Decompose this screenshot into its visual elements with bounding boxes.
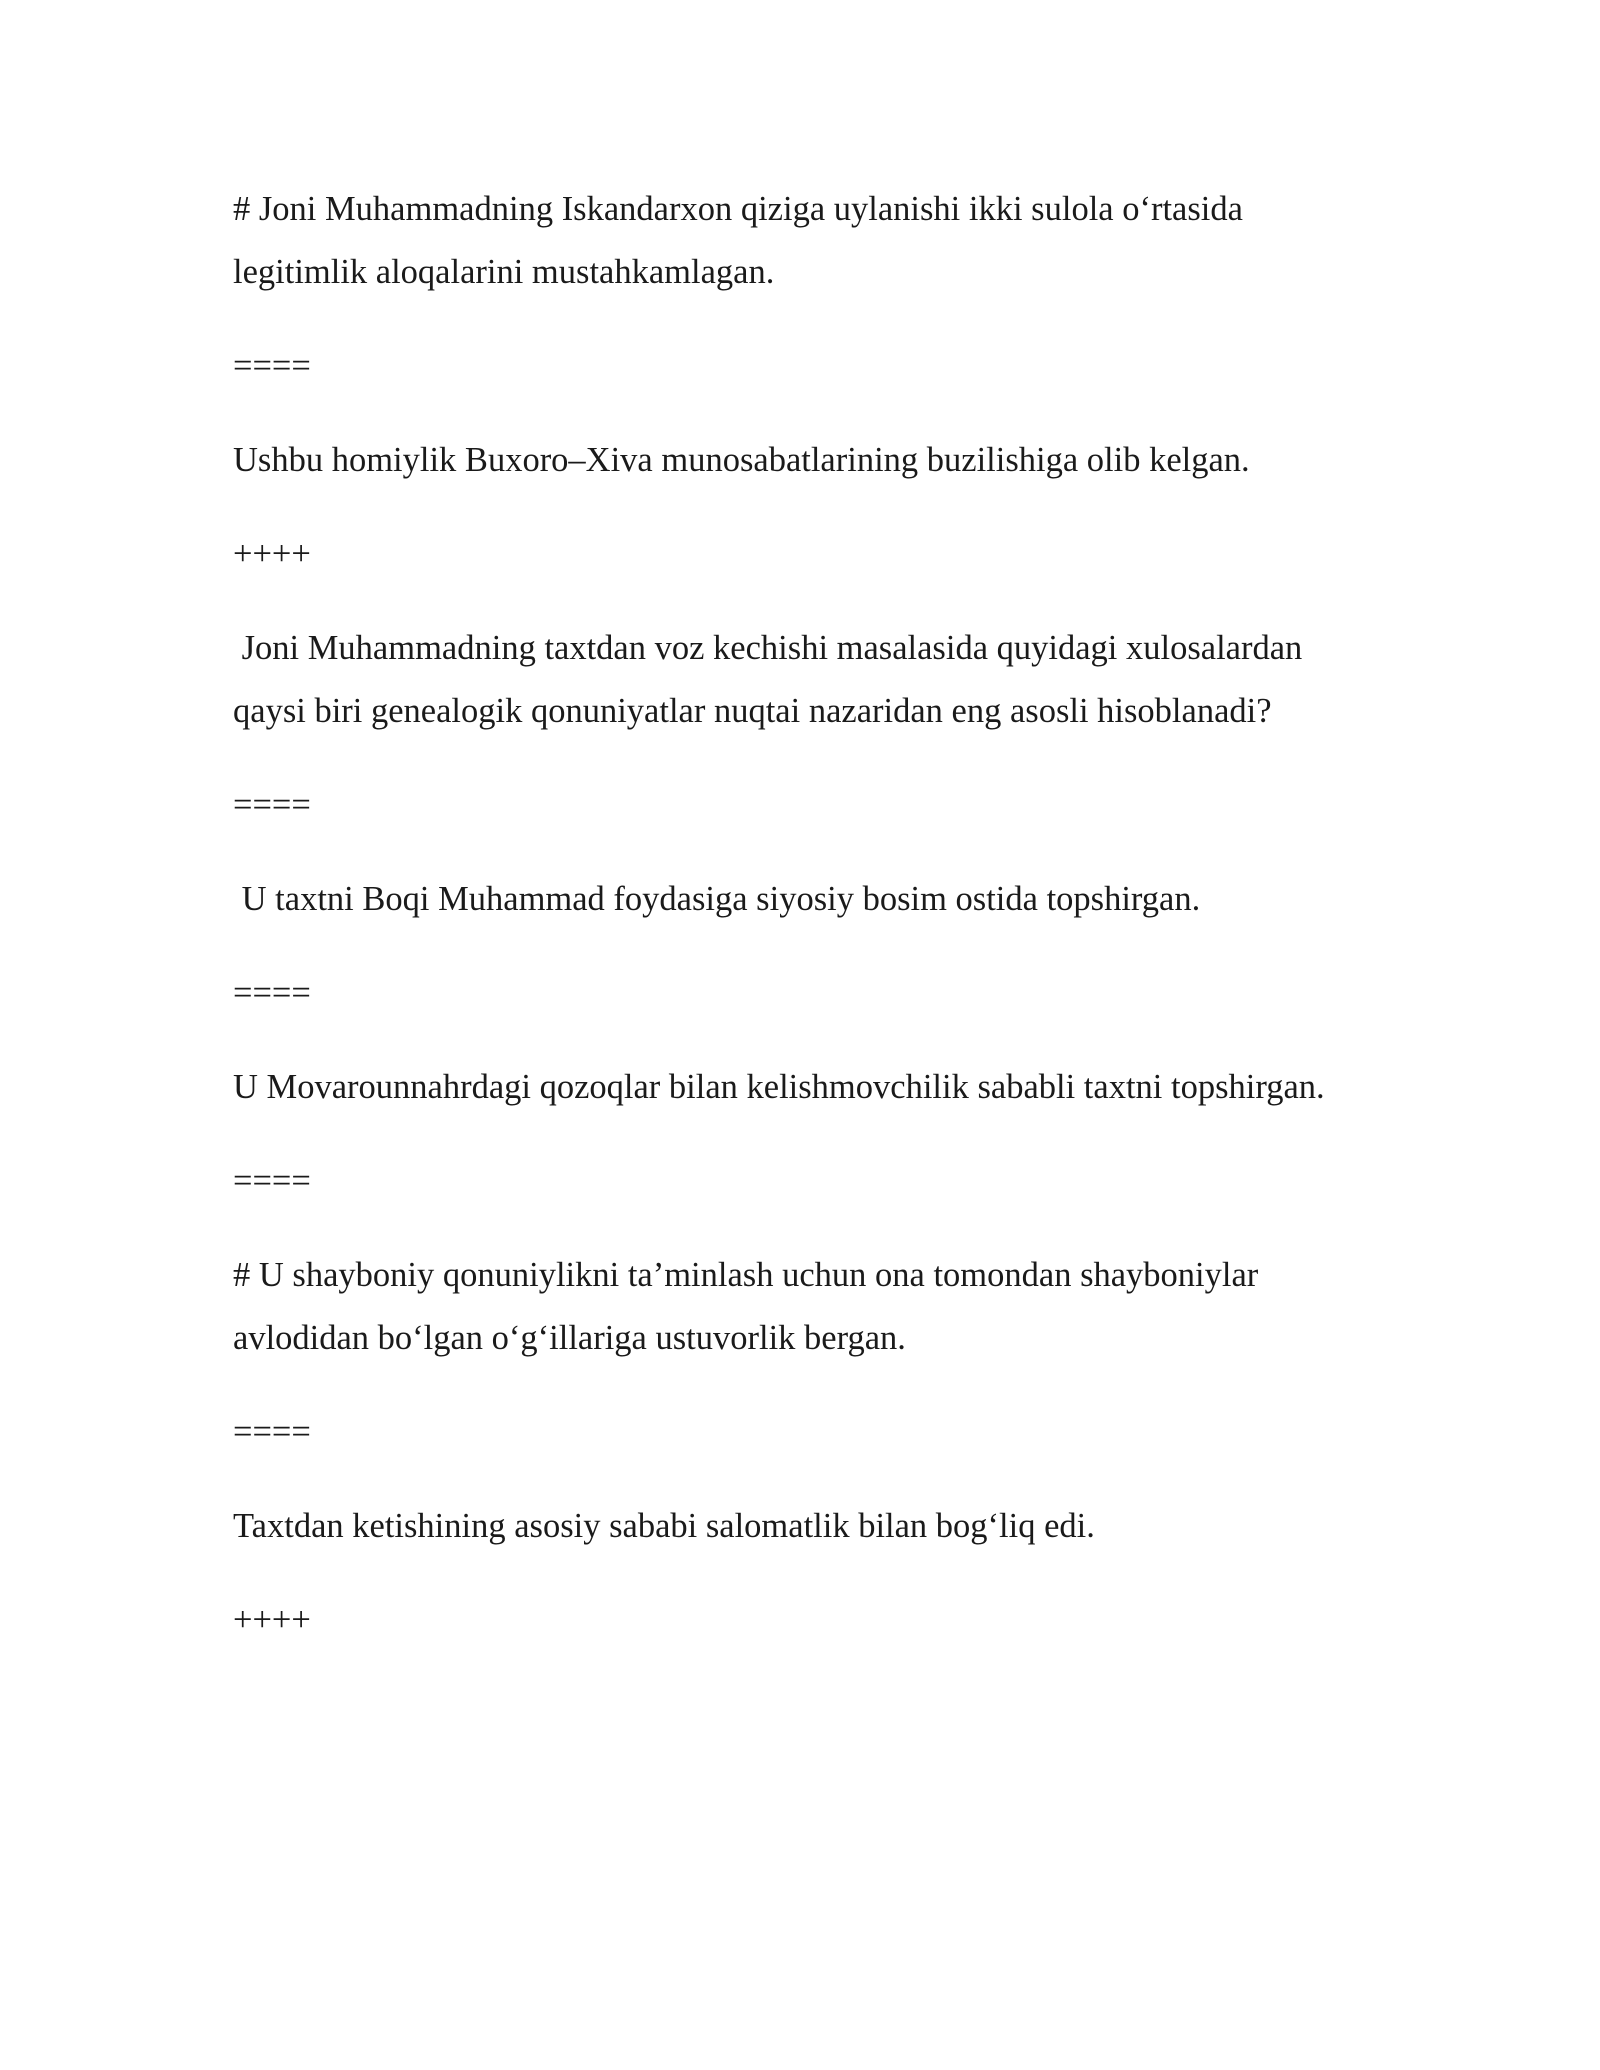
correct-answer-option-text: # U shayboniy qonuniylikni ta’minlash uchun ona tomondan shayboniylar avlodidan bo‘lgan o‘g‘illariga ustuvorlik bergan.: [233, 1256, 1267, 1357]
answer-option-text: Ushbu homiylik Buxoro–Xiva munosabatlarining buzilishiga olib kelgan.: [233, 441, 1250, 479]
question-text: Joni Muhammadning taxtdan voz kechishi masalasida quyidagi xulosalardan qaysi biri genealogik qonuniyatlar nuqtai nazaridan eng asosli hisoblanadi?: [233, 629, 1311, 730]
question-separator: ++++: [233, 535, 311, 573]
option-separator: ====: [233, 347, 311, 385]
question-separator: ++++: [233, 1601, 311, 1639]
answer-option-text: # Joni Muhammadning Iskandarxon qiziga uylanishi ikki sulola o‘rtasida legitimlik aloqalarini mustahkamlagan.: [233, 190, 1252, 291]
option-separator: ====: [233, 974, 311, 1012]
option-separator: ====: [233, 786, 311, 824]
answer-option-text: U taxtni Boqi Muhammad foydasiga siyosiy bosim ostida topshirgan.: [233, 880, 1201, 918]
option-separator: ====: [233, 1413, 311, 1451]
answer-option-text: Taxtdan ketishining asosiy sababi salomatlik bilan bog‘liq edi.: [233, 1507, 1095, 1545]
option-separator: ====: [233, 1162, 311, 1200]
document-body: [233, 178, 1363, 1683]
answer-option-text: U Movarounnahrdagi qozoqlar bilan kelishmovchilik sababli taxtni topshirgan.: [233, 1068, 1325, 1106]
